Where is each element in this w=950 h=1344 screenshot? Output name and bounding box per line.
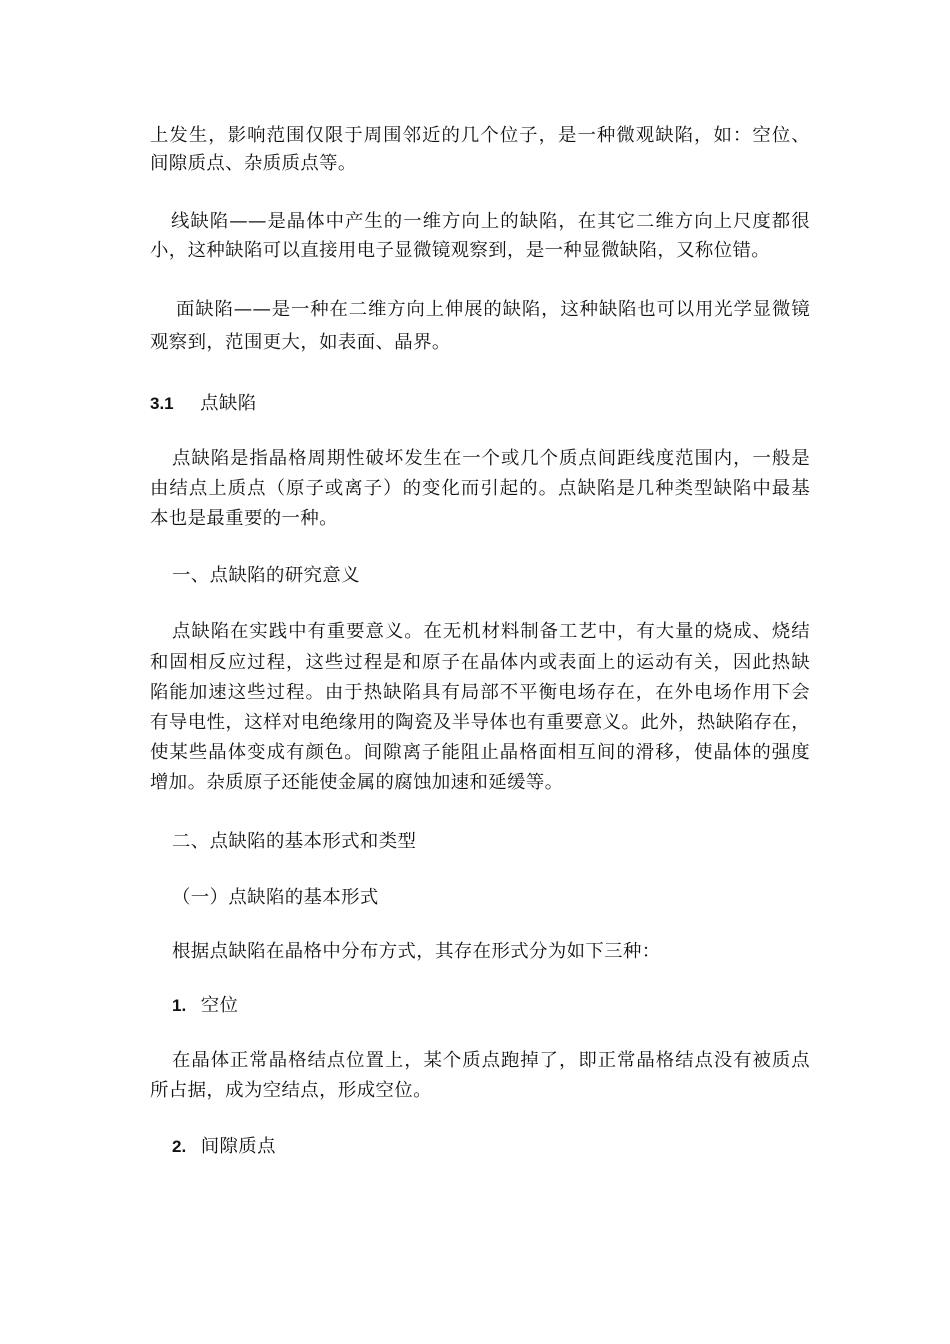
paragraph-line: 增加。杂质原子还能使金属的腐蚀加速和延缓等。 (150, 772, 564, 793)
item-number: 2 (172, 1137, 182, 1156)
section-heading-3-1 (150, 392, 810, 416)
item-title: 空位 (200, 995, 239, 1016)
line-defect-paragraph: 线缺陷——是晶体中产生的一维方向上的缺陷，在其它二维方向上尺度都很 (171, 211, 810, 232)
paragraph-line: 小，这种缺陷可以直接用电子显微镜观察到，是一种显微缺陷，又称位错。 (150, 240, 771, 261)
paragraph-line: 间隙质点、杂质质点等。 (150, 153, 357, 174)
subheading-basic-forms: （一）点缺陷的基本形式 (172, 887, 379, 908)
subheading-forms-and-types: 二、点缺陷的基本形式和类型 (172, 831, 417, 852)
point-defect-paragraph: 点缺陷是指晶格周期性破坏发生在一个或几个质点间距线度范围内，一般是 (172, 448, 810, 469)
vacancy-paragraph: 在晶体正常晶格结点位置上，某个质点跑掉了，即正常晶格结点没有被质点 (172, 1050, 810, 1071)
paragraph-line: 所占据，成为空结点，形成空位。 (150, 1080, 432, 1101)
section-number: 3.1 (150, 394, 174, 413)
paragraph-line: 陷能加速这些过程。由于热缺陷具有局部不平衡电场存在，在外电场作用下会 (150, 682, 810, 703)
significance-paragraph: 点缺陷在实践中有重要意义。在无机材料制备工艺中，有大量的烧成、烧结 (172, 621, 810, 642)
section-title: 点缺陷 (200, 393, 257, 414)
item-title: 间隙质点 (200, 1136, 276, 1157)
paragraph-line: 观察到，范围更大，如表面、晶界。 (150, 332, 451, 353)
item-number: 1 (172, 996, 182, 1015)
paragraph-line: 有导电性，这样对电绝缘用的陶瓷及半导体也有重要意义。此外，热缺陷存在， (150, 712, 810, 733)
intro-paragraph: 根据点缺陷在晶格中分布方式，其存在形式分为如下三种： (172, 941, 661, 962)
paragraph-line: 上发生，影响范围仅限于周围邻近的几个位子，是一种微观缺陷，如：空位、 (150, 125, 810, 146)
paragraph-line: 和固相反应过程，这些过程是和原子在晶体内或表面上的运动有关，因此热缺 (150, 652, 810, 673)
paragraph-line: 本也是最重要的一种。 (150, 508, 338, 529)
subheading-research-significance: 一、点缺陷的研究意义 (172, 565, 360, 586)
item-heading-interstitial: 2. 间隙质点 (172, 1136, 276, 1157)
item-heading-vacancy: 1. 空位 (172, 995, 239, 1016)
paragraph-line: 由结点上质点（原子或离子）的变化而引起的。点缺陷是几种类型缺陷中最基 (150, 478, 810, 499)
paragraph-line: 使某些晶体变成有颜色。间隙离子能阻止晶格面相互间的滑移，使晶体的强度 (150, 742, 810, 763)
plane-defect-paragraph: 面缺陷——是一种在二维方向上伸展的缺陷，这种缺陷也可以用光学显微镜 (176, 299, 810, 320)
